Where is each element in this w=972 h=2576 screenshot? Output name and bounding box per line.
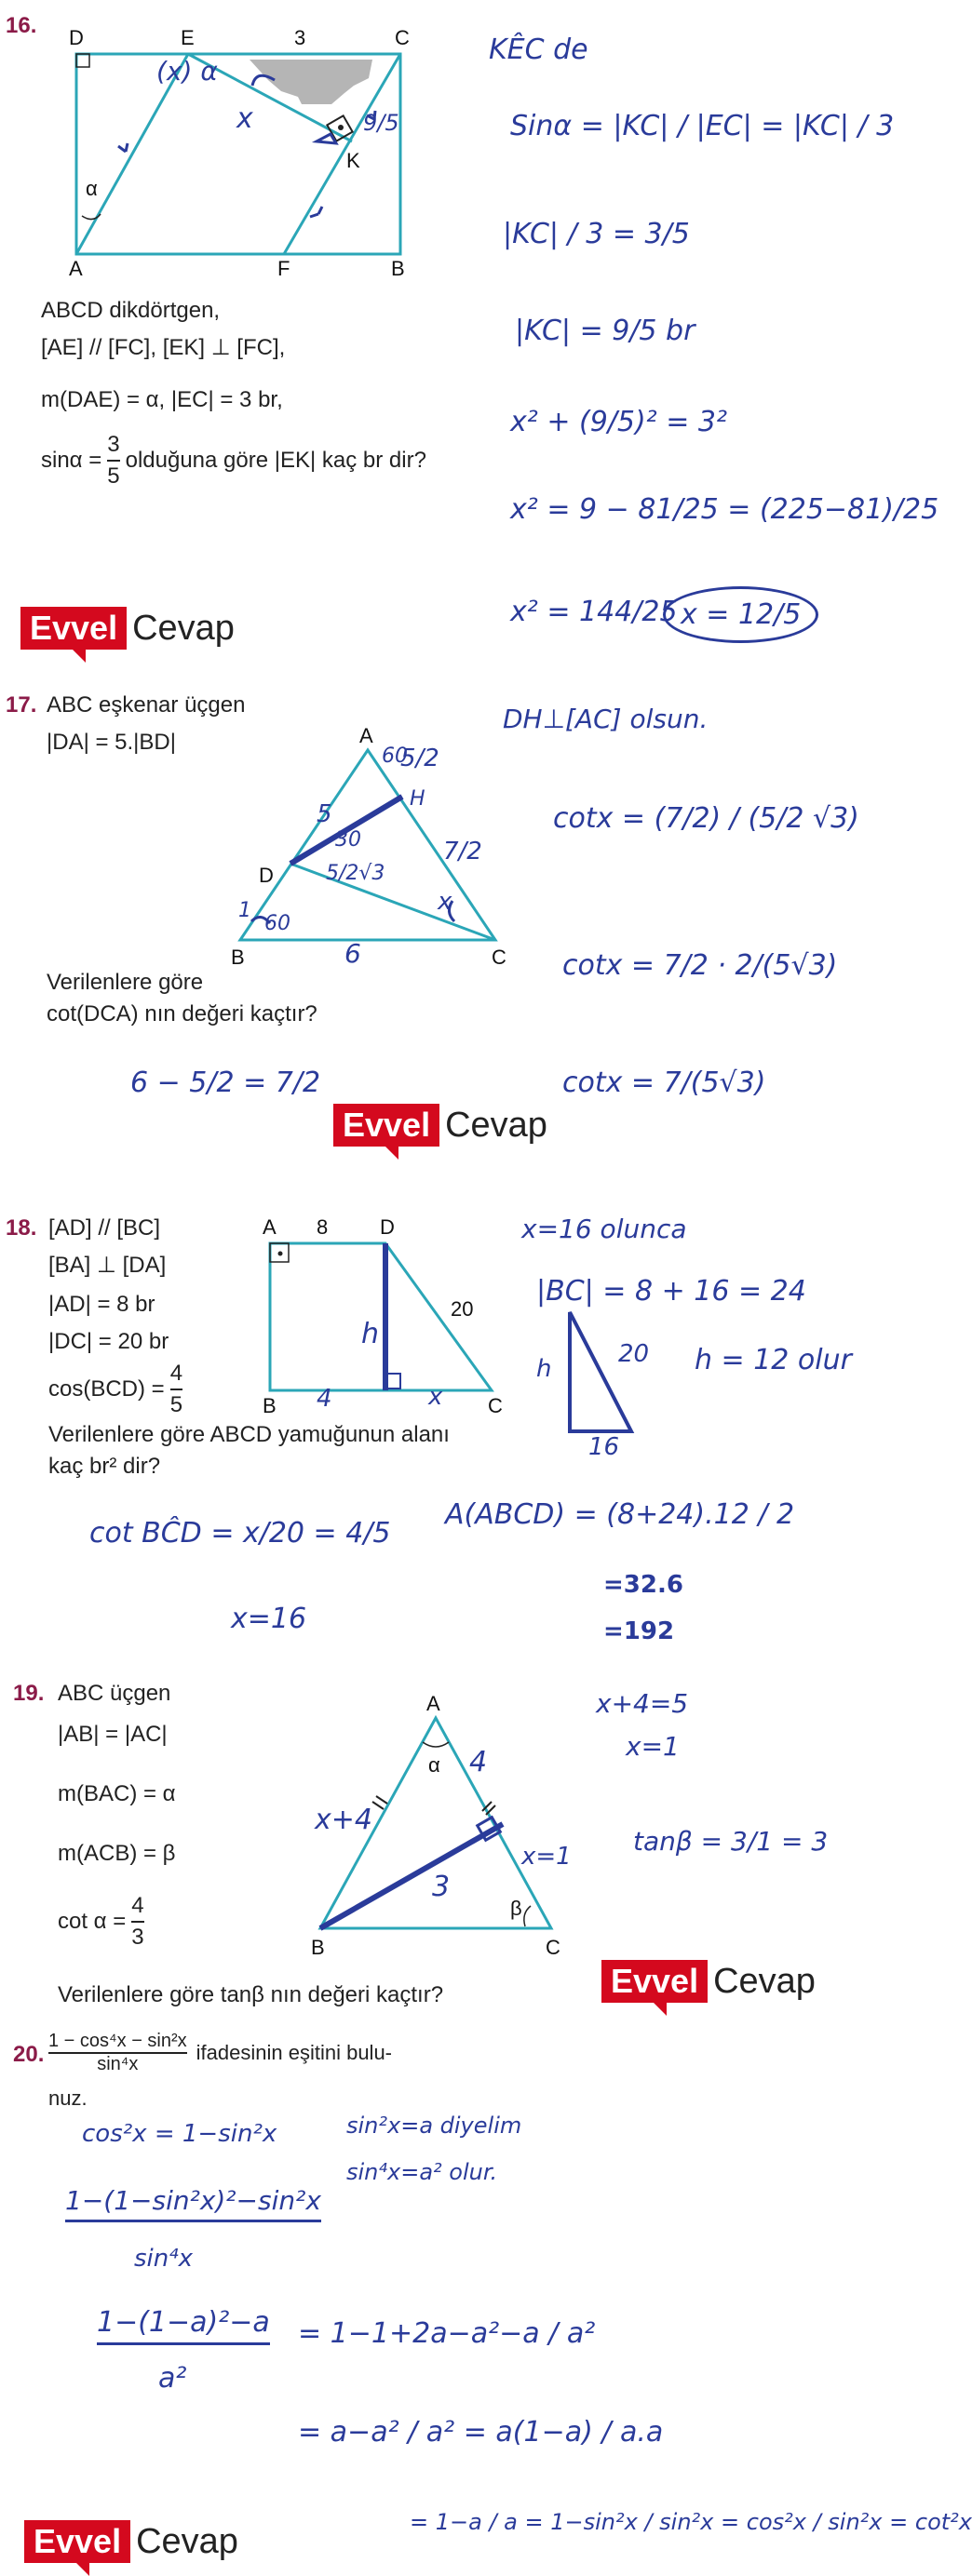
q16-sin-num: 3 [107,430,119,462]
q20-frac-den: sin⁴x [97,2054,139,2074]
brand-red: Evvel [20,607,127,650]
brand-red: Evvel [333,1104,439,1147]
q18-text-line2: [BA] ⊥ [DA] [48,1253,167,1278]
q20-hw-3: 1−(1−sin²x)²−sin²x [65,2185,321,2222]
q20-text-rest: ifadesinin eşitini bulu- [196,2041,392,2065]
q19-text-line4: m(ACB) = β [58,1841,176,1866]
brand-red: Evvel [601,1960,708,2003]
q17-hw-0: DH⊥[AC] olsun. [503,704,709,734]
brand-dark: Cevap [713,1961,816,2001]
q16-hw-2: |KC| / 3 = 3/5 [503,218,690,250]
q17-hw-2: cotx = 7/2 · 2/(5√3) [562,949,838,982]
q17-hw-five-root: 5/2√3 [326,862,385,885]
q18-label-D: D [380,1215,395,1239]
q16-label-3: 3 [294,26,306,49]
q19-text-line3: m(BAC) = α [58,1781,176,1806]
q17-hw-1: cotx = (7/2) / (5/2 √3) [553,802,859,835]
q19-cot-label: cot α = [58,1909,127,1935]
q18-hw-x: x [428,1383,443,1411]
q17-label-B: B [231,946,245,969]
q18-hw-h: h [361,1318,380,1350]
q20-hw-1: sin²x=a diyelim [346,2113,522,2139]
q16-label-K: K [346,149,360,172]
q20-text-line2: nuz. [48,2086,88,2110]
q19-label-C: C [546,1936,560,1959]
q20-hw-8: = a−a² / a² = a(1−a) / a.a [298,2416,664,2449]
q18-label-B: B [263,1394,277,1417]
q19-text-line1: ABC üçgen [58,1681,171,1706]
q16-sin-label: sinα = [41,448,102,474]
q16-label-D: D [69,26,84,49]
q17-label-D: D [259,864,274,887]
q16-label-F: F [277,257,290,280]
q17-label-A: A [359,724,373,747]
q20-hw-2: sin⁴x=a² olur. [346,2159,498,2185]
q20-hw-6: a² [158,2362,187,2395]
q16-text-line1: ABCD dikdörtgen, [41,298,221,323]
q16-label-alpha: α [86,177,98,200]
q18-label-20: 20 [451,1297,474,1321]
q18-hw-tri-20: 20 [618,1340,650,1368]
q17-hw-one: 1 [238,899,251,922]
q17-text-line1: ABC eşkenar üçgen [47,692,246,718]
q17-text-line4: cot(DCA) nın değeri kaçtır? [47,1001,317,1026]
q17-hw-sixty2: 60 [264,912,290,935]
q19-hw-0: x+4=5 [596,1688,689,1719]
q16-hw-x: x [236,102,253,135]
q18-hw-4: x=16 [231,1603,307,1635]
q18-label-C: C [488,1394,503,1417]
q17-label-C: C [492,946,506,969]
q16-label-C: C [395,26,410,49]
q18-label-A: A [263,1215,277,1239]
q20-expression [48,2031,392,2075]
q16-hw-1: Sinα = |KC| / |EC| = |KC| / 3 [510,110,895,142]
q17-text-line3: Verilenlere göre [47,970,204,995]
q19-label-alpha: α [428,1753,440,1777]
q19-hw-1: x=1 [626,1731,680,1762]
q17-hw-seven-half: 7/2 [443,838,482,865]
q18-text-line6: Verilenlere göre ABCD yamuğunun alanı [48,1422,450,1447]
q19-hw-4: 4 [469,1746,488,1778]
q20-number: 20. [13,2042,45,2067]
q18-text-line1: [AD] // [BC] [48,1215,161,1241]
q17-hw-thirty: 30 [335,828,361,852]
q17-hw-3: cotx = 7/(5√3) [562,1067,766,1099]
q17-hw-sixty1: 60 [382,745,408,768]
q18-number: 18. [6,1215,37,1241]
q19-text-line6: Verilenlere göre tanβ nın değeri kaçtır? [58,1982,444,2007]
q19-hw-x1: x=1 [521,1843,572,1871]
q19-label-beta: β [510,1897,522,1920]
q18-label-8: 8 [317,1215,329,1239]
q18-hw-0: x=16 olunca [521,1214,687,1244]
q16-label-B: B [391,257,405,280]
q17-hw-x: x [438,888,452,916]
q20-frac-num: 1 − cos⁴x − sin²x [48,2031,187,2054]
q18-hw-5: A(ABCD) = (8+24).12 / 2 [445,1498,795,1531]
q16-hw-0: KÊC de [489,34,588,66]
q17-number: 17. [6,692,37,718]
q18-cos-den: 5 [169,1392,183,1418]
brand-dark: Cevap [445,1105,547,1145]
q18-hw-7: =192 [603,1617,675,1645]
q16-hw-3: |KC| = 9/5 br [515,315,695,347]
q18-text-line4: |DC| = 20 br [48,1329,169,1354]
q19-cot-num: 4 [131,1891,143,1923]
q18-hw-tri-16: 16 [588,1433,620,1461]
q18-hw-3: cot BĈD = x/20 = 4/5 [89,1517,391,1550]
q19-hw-3: 3 [432,1871,451,1903]
q19-text-line2: |AB| = |AC| [58,1722,168,1747]
q16-hw-tag: (x) α [156,56,218,87]
q16-hw-answer: x = 12/5 [663,586,818,643]
q19-label-A: A [426,1692,440,1715]
q16-hw-9-5: 9/5 [363,110,399,136]
q20-hw-9: = 1−a / a = 1−sin²x / sin²x = cos²x / sin²x = cot²x [410,2509,972,2535]
q16-sin-den: 5 [107,463,120,490]
q20-hw-0: cos²x = 1−sin²x [82,2120,277,2148]
q18-hw-4: 4 [317,1385,332,1413]
q16-text-line3: m(DAE) = α, |EC| = 3 br, [41,387,283,412]
q16-text-line2: [AE] // [FC], [EK] ⊥ [FC], [41,335,286,360]
q19-cot-den: 3 [131,1925,144,1951]
q20-hw-5: 1−(1−a)²−a [97,2306,270,2345]
brand-dark: Cevap [136,2521,238,2561]
q17-hw-five: 5 [317,800,332,828]
q18-hw-1: |BC| = 8 + 16 = 24 [536,1275,806,1308]
q16-hw-6: x² = 144/25 [510,596,678,628]
q16-hw-4: x² + (9/5)² = 3² [510,406,728,438]
q20-hw-7: = 1−1+2a−a²−a / a² [298,2317,596,2350]
q19-evvel-cevap-logo [601,1960,816,2003]
q20-frac [48,2031,187,2075]
q20-evvel-cevap-logo [24,2520,238,2563]
q18-text-line3: |AD| = 8 br [48,1292,155,1317]
q16-question: olduğuna göre |EK| kaç br dir? [125,448,426,474]
q17-hw-five-half: 5/2 [400,745,439,772]
q16-label-E: E [181,26,195,49]
q18-text-line7: kaç br² dir? [48,1454,161,1479]
brand-red: Evvel [24,2520,130,2563]
q17-hw-H: H [410,787,425,811]
q18-cos-label: cos(BCD) = [48,1376,165,1402]
q16-number: 16. [6,13,37,38]
q19-label-B: B [311,1936,325,1959]
brand-dark: Cevap [132,608,235,648]
q18-hw-2: h = 12 olur [695,1344,852,1376]
q20-hw-4: sin⁴x [134,2245,194,2273]
q19-hw-x4: x+4 [315,1804,372,1836]
q19-number: 19. [13,1681,45,1706]
q18-cos-num: 4 [170,1359,182,1390]
q18-hw-tri-h: h [536,1355,552,1383]
q18-hw-6: =32.6 [603,1571,683,1599]
q17-text-line2: |DA| = 5.|BD| [47,730,176,755]
q16-label-A: A [69,257,83,280]
q17-hw-4: 6 − 5/2 = 7/2 [130,1067,321,1099]
q17-hw-six: 6 [344,938,361,969]
q16-hw-5: x² = 9 − 81/25 = (225−81)/25 [510,493,939,526]
q19-hw-2: tanβ = 3/1 = 3 [633,1826,829,1857]
